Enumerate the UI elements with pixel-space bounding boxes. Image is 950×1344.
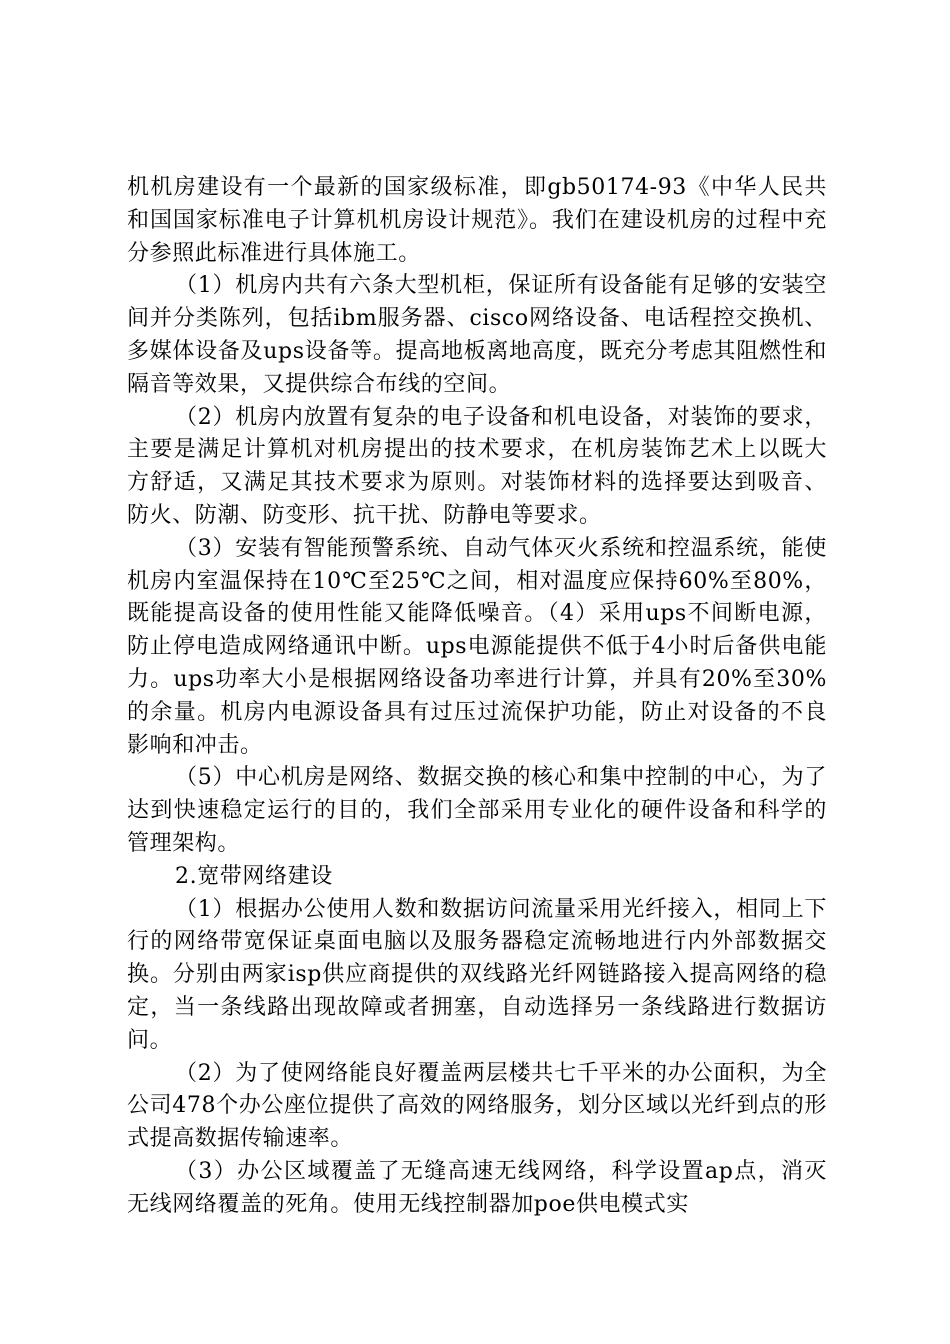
document-body [127,172,827,1222]
paragraph-broadband-2: （2）为了使网络能良好覆盖两层楼共七千平米的办公面积，为全公司478个办公座位提供了高效的网络服务，划分区域以光纤到点的形式提高数据传输速率。 [127,1060,827,1152]
paragraph-standard: 机机房建设有一个最新的国家级标准，即gb50174-93《中华人民共和国国家标准电子计算机机房设计规范》。我们在建设机房的过程中充分参照此标准进行具体施工。 [127,175,827,266]
paragraph-item-2: （2）机房内放置有复杂的电子设备和机电设备，对装饰的要求，主要是满足计算机对机房提出的技术要求，在机房装饰艺术上以既大方舒适，又满足其技术要求为原则。对装饰材料的选择要达到吸音、防火、防潮、防变形、抗干扰、防静电等要求。 [127,404,827,528]
paragraph-item-5: （5）中心机房是网络、数据交换的核心和集中控制的中心，为了达到快速稳定运行的目的，我们全部采用专业化的硬件设备和科学的管理架构。 [127,765,827,856]
paragraph-item-3-4: （3）安装有智能预警系统、自动气体灭火系统和控温系统，能使机房内室温保持在10℃至25℃之间，相对温度应保持60%至80%，既能提高设备的使用性能又能降低噪音。（4）采用ups不间断电源，防止停电造成网络通讯中断。ups电源能提供不低于4小时后备供电能力。ups功率大小是根据网络设备功率进行计算，并具有20%至30%的余量。机房内电源设备具有过压过流保护功能，防止对设备的不良影响和冲击。 [127,535,827,758]
section-heading-broadband: 2.宽带网络建设 [175,863,333,889]
paragraph-broadband-3: （3）办公区域覆盖了无缝高速无线网络，科学设置ap点，消灭无线网络覆盖的死角。使用无线控制器加poe供电模式实 [127,1158,827,1217]
paragraph-broadband-1: （1）根据办公使用人数和数据访问流量采用光纤接入，相同上下行的网络带宽保证桌面电脑以及服务器稳定流畅地进行内外部数据交换。分别由两家isp供应商提供的双线路光纤网链路接入提高网络的稳定，当一条线路出现故障或者拥塞，自动选择另一条线路进行数据访问。 [127,896,827,1053]
paragraph-item-1: （1）机房内共有六条大型机柜，保证所有设备能有足够的安装空间并分类陈列，包括ibm服务器、cisco网络设备、电话程控交换机、多媒体设备及ups设备等。提高地板离地高度，既充分考虑其阻燃性和隔音等效果，又提供综合布线的空间。 [127,273,827,397]
